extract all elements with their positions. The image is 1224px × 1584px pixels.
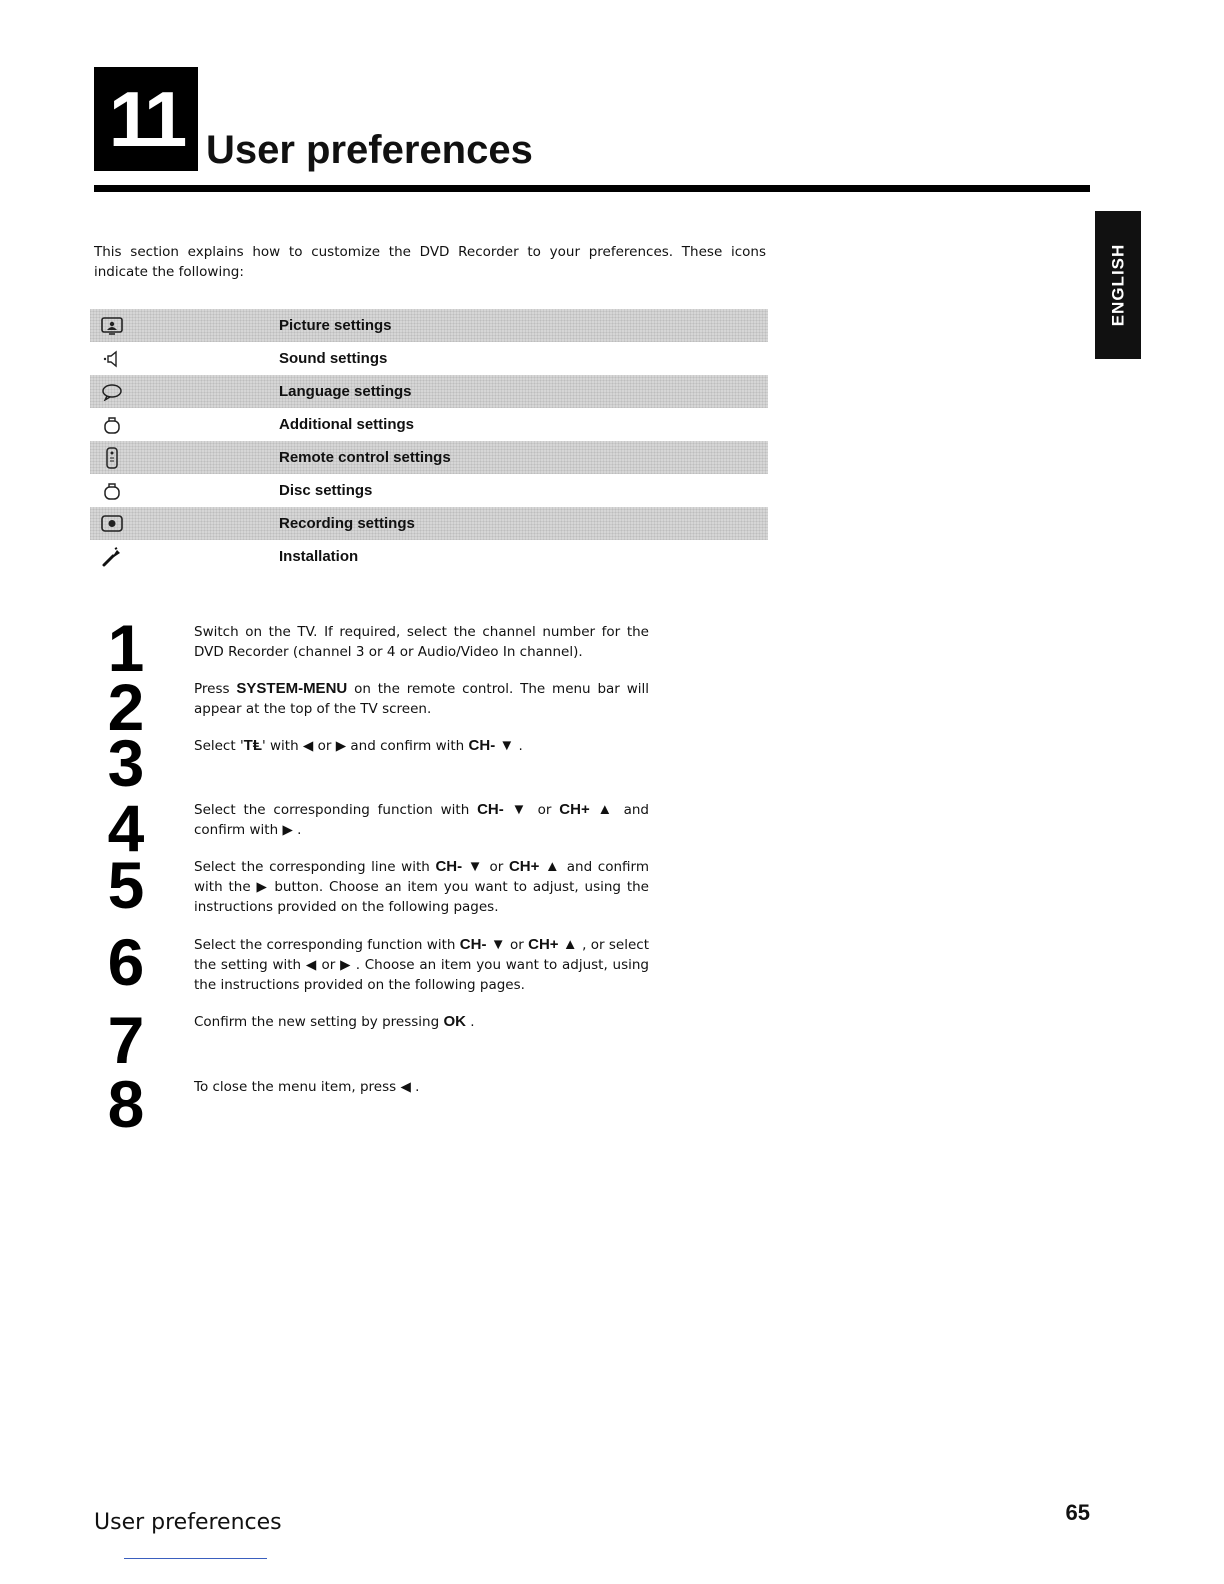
recording-icon [94, 507, 130, 540]
step-text: Confirm the new setting by pressing OK . [194, 1013, 475, 1030]
key-label: CH+ ▲ [528, 936, 578, 953]
icon-row-disc [90, 474, 768, 507]
disc-icon [94, 474, 130, 507]
icon-label-picture: Picture settings [279, 317, 392, 334]
step-number: 3 [107, 726, 145, 800]
step-text: Select the corresponding line with CH- ▼ or CH+ ▲ and confirm with the ▶ button. Choose an item you want to adjust, using the instructions provided on the following pages. [194, 858, 649, 915]
step-number: 2 [107, 670, 145, 744]
key-label: OK [443, 1013, 466, 1030]
icon-row-sound [90, 342, 768, 375]
key-label: CH- ▼ [468, 737, 515, 754]
intro-paragraph: This section explains how to customize the DVD Recorder to your preferences. These icons indicate the following: [94, 244, 766, 280]
key-label: CH+ ▲ [508, 858, 562, 875]
icon-label-language: Language settings [279, 383, 412, 400]
icon-row-installation [90, 540, 768, 573]
page-title: User preferences [206, 128, 533, 172]
speech-bubble-icon [94, 375, 130, 408]
icon-legend-table [90, 309, 768, 573]
right-arrow-icon: ▶ [340, 957, 351, 973]
step-number: 5 [107, 848, 145, 922]
icon-label-recording: Recording settings [279, 515, 415, 532]
features-icon [94, 408, 130, 441]
step-text: Select the corresponding function with CH- ▼ or CH+ ▲ , or select the setting with ◀ or ▶ . Choose an item you want to adjust, using the instructions provided on the following pages. [194, 936, 649, 993]
icon-label-sound: Sound settings [279, 350, 388, 367]
install-symbol-icon: TⱠ [243, 737, 262, 754]
chapter-number-box [94, 67, 198, 171]
key-label: CH- ▼ [435, 858, 484, 875]
language-tab [1095, 211, 1141, 359]
icon-row-additional [90, 408, 768, 441]
key-label: CH+ ▲ [559, 801, 616, 818]
icon-label-disc: Disc settings [279, 482, 373, 499]
icon-label-installation: Installation [279, 548, 359, 565]
right-arrow-icon: ▶ [256, 879, 269, 895]
language-tab-label: ENGLISH [1108, 243, 1127, 327]
page-number: 65 [1065, 1500, 1090, 1525]
speaker-icon [94, 342, 130, 375]
right-arrow-icon: ▶ [282, 822, 293, 838]
icon-row-language [90, 375, 768, 408]
step-text: To close the menu item, press ◀ . [194, 1079, 420, 1095]
remote-control-icon [94, 441, 130, 474]
step-text: Select 'TⱠ' with ◀ or ▶ and confirm with CH- ▼ . [194, 737, 523, 754]
step-number: 6 [107, 925, 145, 999]
icon-row-remote [90, 441, 768, 474]
title-rule [94, 185, 1090, 192]
tv-picture-icon [94, 309, 130, 342]
left-arrow-icon: ◀ [302, 738, 314, 754]
footer-section-title: User preferences [94, 1510, 282, 1535]
step-text: Press SYSTEM-MENU on the remote control. The menu bar will appear at the top of the TV screen. [194, 680, 649, 717]
wrench-icon [94, 540, 130, 573]
icon-row-recording [90, 507, 768, 540]
step-text: Switch on the TV. If required, select the channel number for the DVD Recorder (channel 3 or 4 or Audio/Video In channel). [194, 624, 649, 660]
left-arrow-icon: ◀ [305, 957, 317, 973]
chapter-number: 11 [108, 74, 184, 163]
key-label: CH- ▼ [459, 936, 506, 953]
step-number: 8 [107, 1067, 145, 1141]
icon-label-remote: Remote control settings [279, 449, 451, 466]
left-arrow-icon: ◀ [400, 1079, 411, 1095]
key-label: SYSTEM-MENU [236, 680, 348, 697]
footer-rule [124, 1558, 267, 1559]
icon-row-picture [90, 309, 768, 342]
key-label: CH- ▼ [477, 801, 530, 818]
step-number: 4 [107, 791, 145, 865]
step-number: 1 [107, 611, 145, 685]
step-number: 7 [107, 1003, 145, 1077]
step-text: Select the corresponding function with CH- ▼ or CH+ ▲ and confirm with ▶ . [194, 801, 649, 838]
icon-label-additional: Additional settings [279, 416, 414, 433]
right-arrow-icon: ▶ [335, 738, 347, 754]
